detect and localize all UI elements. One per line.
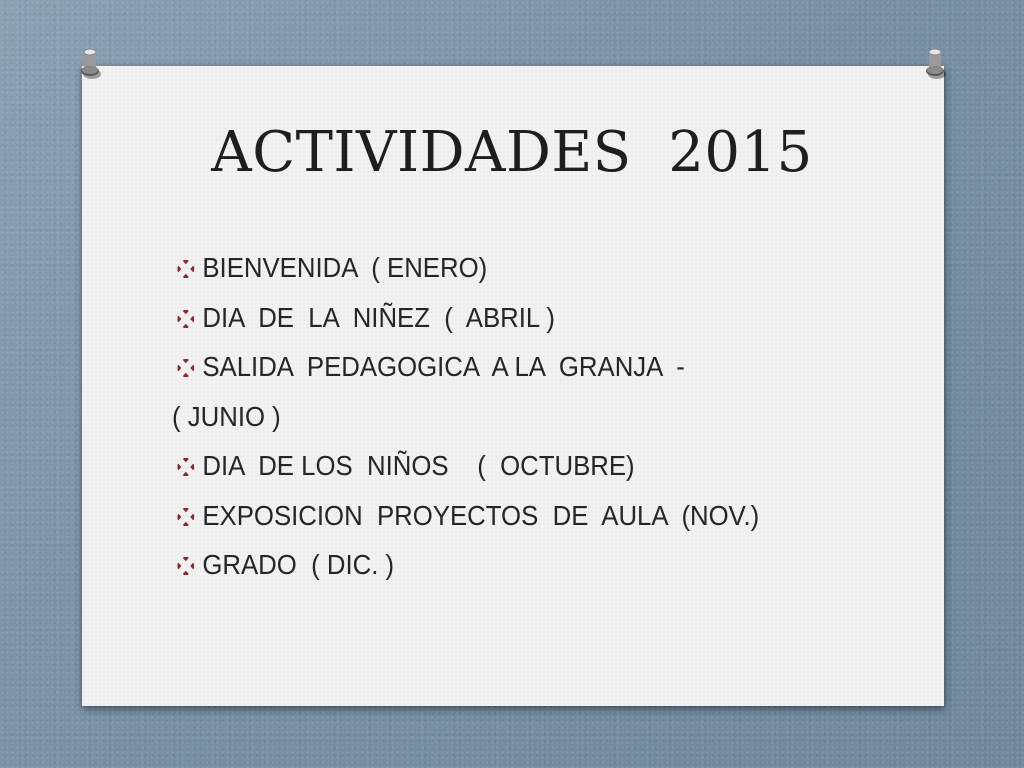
list-item: [172, 342, 844, 392]
list-item-text: SALIDA PEDAGOGICA A LA GRANJA -: [202, 351, 685, 382]
list-item: [172, 441, 844, 491]
list-item: [172, 243, 844, 293]
list-item-text: BIENVENIDA ( ENERO): [202, 252, 488, 283]
diamond-quad-icon: [178, 508, 195, 526]
list-item-text: GRADO ( DIC. ): [202, 549, 395, 580]
pushpin-icon: [75, 44, 105, 82]
diamond-quad-icon: [178, 260, 195, 278]
pushpin-icon: [920, 44, 950, 82]
list-item: [172, 392, 844, 442]
diamond-quad-icon: [178, 557, 195, 575]
list-item-text: ( JUNIO ): [172, 400, 281, 432]
slide-title: ACTIVIDADES 2015: [211, 120, 813, 185]
list-item-text: DIA DE LOS NIÑOS ( OCTUBRE): [202, 450, 635, 481]
diamond-quad-icon: [178, 359, 195, 377]
list-item: [172, 491, 844, 541]
list-item: [172, 293, 844, 343]
diamond-quad-icon: [178, 458, 195, 476]
activity-list: [172, 243, 902, 590]
list-item-text: EXPOSICION PROYECTOS DE AULA (NOV.): [202, 499, 760, 531]
list-item: [172, 540, 844, 590]
list-item-text: DIA DE LA NIÑEZ ( ABRIL ): [202, 301, 555, 333]
diamond-quad-icon: [178, 310, 195, 328]
